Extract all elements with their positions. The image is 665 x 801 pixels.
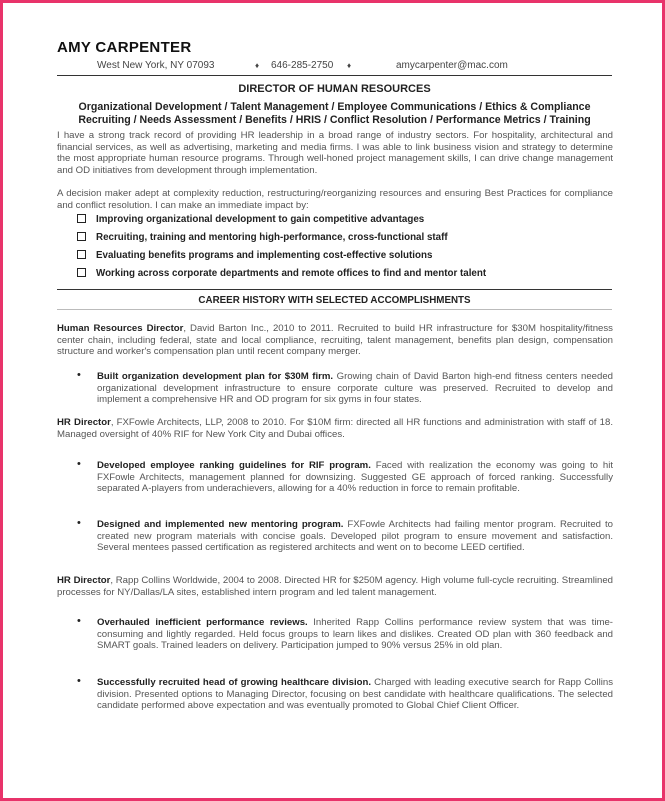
accomplishment-lead: Successfully recruited head of growing healthcare division. (97, 677, 372, 688)
accomplishment-lead: Developed employee ranking guidelines for RIF program. (97, 460, 371, 471)
impact-item-text: Recruiting, training and mentoring high-performance, cross-functional staff (96, 232, 448, 243)
accomplishment-text: Growing chain of David Barton high-end fitness centers needed organizational development infrastructure to ensure corporate culture was preserved. Recruited to develop and implement a comprehensive HR and OD program for six gyms in four states. (97, 371, 613, 405)
bullet-icon: • (77, 615, 81, 627)
contact-location: West New York, NY 07093 (97, 60, 215, 71)
checkbox-icon (77, 232, 86, 241)
bullet-icon: • (77, 369, 81, 381)
accomplishment-text: Faced with realization the economy was going to hit FXFowle Architects, management planned for downsizing. Suggested GE approach of forced ranking. Successfully separated A-players from underachievers, allowing for a 40% reduction in force to remain profitable. (97, 460, 613, 494)
accomplishment-text: Inherited Rapp Collins performance review system that was time-consuming and lightly regarded. Held focus groups to learn likes and dislikes. Created OD plan with 360 feedback and SMART goals. Trained leaders on delivery. Participation jumped to 90% versus 25% in old plan. (97, 617, 613, 651)
accomplishment-lead: Designed and implemented new mentoring program. (97, 519, 344, 530)
impact-item (77, 232, 448, 243)
headline: DIRECTOR OF HUMAN RESOURCES (238, 83, 431, 95)
job-description: , David Barton Inc., 2010 to 2011. Recruited to build HR infrastructure for $30M hospitality/fitness center chain, including federal, state and local compliance, recruiting, talent management, benefits plan design, compensation structure and worker's compensation plan until recent company merger. (57, 323, 613, 357)
keywords-line: Organizational Development / Talent Management / Employee Communications / Ethics & Compliance (78, 101, 591, 113)
section-title: CAREER HISTORY WITH SELECTED ACCOMPLISHMENTS (198, 295, 471, 306)
contact-phone: 646-285-2750 (271, 60, 334, 71)
job-entry (57, 323, 613, 358)
accomplishment-text: FXFowle Architects had failing mentor program. Recruited to created new program materials with concise goals. Developed pilot program to ensure movement and satisfaction. Several mentees passed certification as registered architects and went on to become LEED certified. (97, 519, 613, 553)
job-title: Human Resources Director (57, 323, 184, 334)
header-rule (57, 75, 612, 76)
bullet-icon: • (77, 458, 81, 470)
accomplishment (97, 519, 613, 554)
job-entry (57, 575, 613, 598)
job-title: HR Director (57, 575, 111, 586)
bullet-icon: • (77, 517, 81, 529)
job-title: HR Director (57, 417, 111, 428)
contact-separator: ♦ (255, 61, 260, 70)
job-entry (57, 417, 613, 440)
impact-item-text: Improving organizational development to gain competitive advantages (96, 214, 425, 225)
accomplishment-text: Charged with leading executive search for Rapp Collins division. Presented options to Managing Director, focusing on best candidate with healthcare qualifications. The selected candidate performed above expectation and was eventually promoted to Global Chief Client Officer. (97, 677, 613, 711)
contact-email: amycarpenter@mac.com (396, 60, 508, 71)
accomplishment (97, 617, 613, 652)
resume-page (3, 3, 662, 798)
accomplishment-lead: Built organization development plan for $30M firm. (97, 371, 334, 382)
section-rule (57, 309, 612, 310)
impact-item (77, 268, 486, 279)
checkbox-icon (77, 214, 86, 223)
impact-item (77, 250, 432, 261)
checkbox-icon (77, 250, 86, 259)
checkbox-icon (77, 268, 86, 277)
job-description: , Rapp Collins Worldwide, 2004 to 2008. Directed HR for $250M agency. High volume full-cycle recruiting. Streamlined processes for NY/Dallas/LA sites, established intern program and led talent management. (57, 575, 614, 598)
impact-item-text: Evaluating benefits programs and implementing cost-effective solutions (96, 250, 433, 261)
summary-paragraph: I have a strong track record of providing HR leadership in a broad range of industry sectors. For hospitality, architectural and financial services, as well as advertising, marketing and media firms. I was able to link business vision and strategy to determine the most appropriate human resource programs. Through well-honed project management skills, I can drive change management and OD initiatives from development through implementation. (57, 130, 613, 176)
accomplishment (97, 371, 613, 406)
candidate-name: AMY CARPENTER (57, 39, 192, 56)
keywords-line: Recruiting / Needs Assessment / Benefits / HRIS / Conflict Resolution / Performance Metrics / Training (78, 114, 591, 126)
impact-item (77, 214, 424, 225)
bullet-icon: • (77, 675, 81, 687)
impact-item-text: Working across corporate departments and remote offices to find and mentor talent (96, 268, 487, 279)
accomplishment-lead: Overhauled inefficient performance reviews. (97, 617, 308, 628)
contact-separator: ♦ (347, 61, 352, 70)
section-rule (57, 289, 612, 290)
job-description: , FXFowle Architects, LLP, 2008 to 2010. For $10M firm: directed all HR functions and administration with staff of 18. Managed oversight of 40% RIF for New York City and Dubai offices. (57, 417, 613, 440)
accomplishment (97, 677, 613, 712)
summary-paragraph: A decision maker adept at complexity reduction, restructuring/reorganizing resources and ensuring Best Practices for compliance and conflict resolution. I can make an immediate impact by: (57, 188, 613, 211)
accomplishment (97, 460, 613, 495)
